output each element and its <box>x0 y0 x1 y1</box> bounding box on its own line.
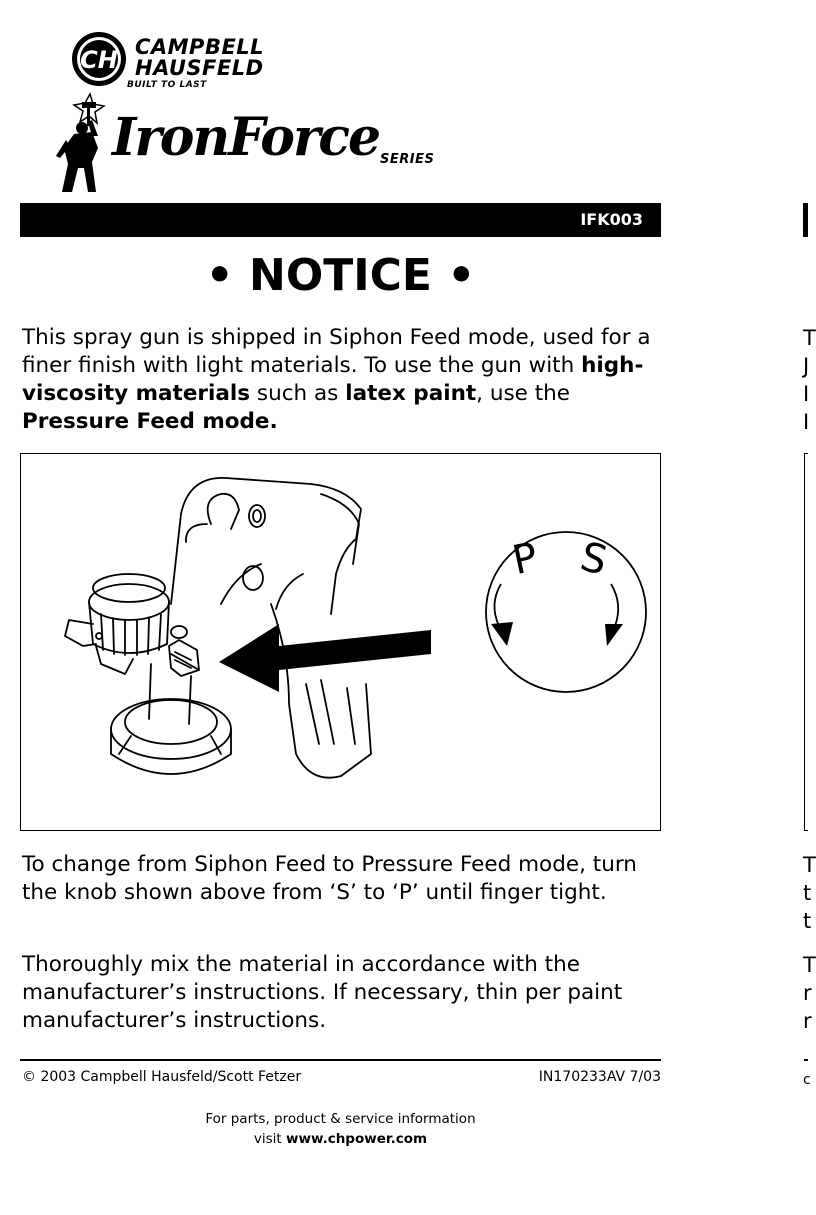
edge-fragment: r <box>803 1009 812 1033</box>
mixing-paragraph: Thoroughly mix the material in accordance with the manufacturer’s instructions. If necessary, thin per paint manufacturer’s instructions. <box>22 952 623 1033</box>
intro-text-1: This spray gun is shipped in Siphon Feed mode, used for a finer finish with light materials. To use the gun with <box>22 325 651 378</box>
edge-fragment: r <box>803 981 812 1005</box>
ps-dial <box>486 532 646 692</box>
edge-fragment: I <box>803 382 810 406</box>
edge-fragment: T <box>803 326 816 350</box>
model-bar <box>20 203 661 237</box>
spray-gun-figure <box>20 453 661 831</box>
adjacent-page-divider <box>804 1059 808 1061</box>
intro-bold-latex: latex paint <box>345 381 477 406</box>
website-link[interactable]: www.chpower.com <box>286 1131 428 1147</box>
intro-bold-pressure-feed: Pressure Feed mode. <box>22 409 278 434</box>
model-code: IFK003 <box>580 210 643 229</box>
adjacent-page-figure <box>804 453 808 831</box>
logo-initials: CH <box>80 46 118 74</box>
edge-fragment: J <box>803 354 810 378</box>
edge-fragment: c <box>803 1072 811 1088</box>
parts-info-line: For parts, product & service information <box>205 1111 476 1127</box>
notice-title: • NOTICE • <box>205 250 476 301</box>
intro-bold-viscosity: high-viscosity materials <box>22 353 644 406</box>
intro-text-2: such as <box>250 381 346 406</box>
edge-fragment: t <box>803 881 812 905</box>
intro-paragraph <box>22 324 672 436</box>
campbell-hausfeld-logo-icon <box>70 30 128 88</box>
brand-tagline: BUILT TO LAST <box>127 80 207 90</box>
brand-name-line2: HAUSFELD <box>135 56 264 80</box>
knob-pointer-arrow-icon <box>219 624 431 692</box>
parts-info <box>20 1109 661 1149</box>
edge-fragment: T <box>803 953 816 977</box>
dial-label-pressure: P <box>508 534 542 585</box>
series-suffix: SERIES <box>380 152 435 167</box>
change-mode-paragraph: To change from Siphon Feed to Pressure Feed mode, turn the knob shown above from ‘S’ to ‘P’ until finger tight. <box>22 852 637 905</box>
edge-fragment: t <box>803 909 812 933</box>
intro-text-3: , use the <box>476 381 571 406</box>
parts-info-visit <box>20 1129 661 1149</box>
adjacent-page-bar <box>803 203 808 237</box>
document-id: IN170233AV 7/03 <box>538 1069 661 1085</box>
hammer-mascot-icon <box>52 92 118 196</box>
edge-fragment: T <box>803 853 816 877</box>
series-name: IronForce <box>112 107 380 168</box>
visit-label: visit <box>253 1131 287 1147</box>
brand-name-line1: CAMPBELL <box>135 35 265 59</box>
copyright-text: © 2003 Campbell Hausfeld/Scott Fetzer <box>22 1069 302 1085</box>
edge-fragment: I <box>803 410 810 434</box>
adjustment-knob <box>169 640 199 676</box>
footer-divider <box>20 1059 661 1061</box>
dial-label-siphon: S <box>575 533 612 585</box>
spray-gun-illustration <box>21 454 662 832</box>
